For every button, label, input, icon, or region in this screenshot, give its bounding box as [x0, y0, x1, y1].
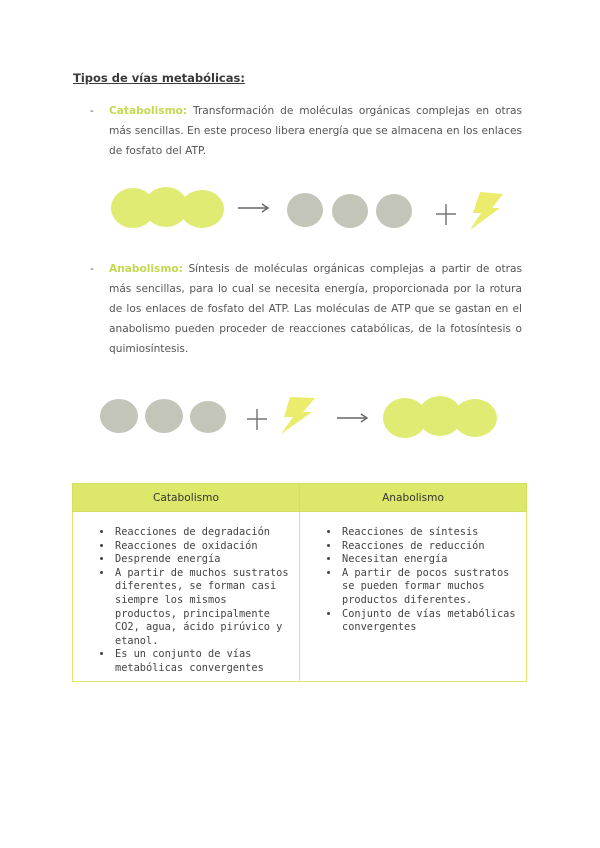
catabolismo-list [87, 526, 291, 676]
reaction-arrow [238, 204, 268, 212]
plus-sign [436, 204, 456, 225]
list-item: • Es un conjunto de vías metabólicas convergentes [113, 648, 291, 675]
comparison-table [72, 483, 527, 682]
list-dash: - [90, 263, 94, 275]
complex-molecule [383, 396, 497, 438]
complex-molecule [111, 187, 224, 228]
catabolism-diagram [0, 180, 600, 242]
page-title: Tipos de vías metabólicas: [73, 71, 245, 85]
catabolismo-term: Catabolismo: [109, 105, 188, 117]
simple-molecules [100, 399, 226, 433]
reaction-arrow [337, 414, 367, 422]
list-item: • Reacciones de reducción [340, 540, 518, 554]
anabolismo-item [90, 259, 522, 359]
list-item: • Desprende energía [113, 553, 291, 567]
list-item: • Reacciones de síntesis [340, 526, 518, 540]
anabolismo-cell [300, 512, 527, 682]
simple-molecules [287, 193, 412, 228]
energy-bolt-icon [281, 397, 315, 434]
anabolismo-definition: Síntesis de moléculas orgánicas complejas a partir de otras más sencillas, para lo cual se necesita energía, proporcionada por la rotura de los enlaces de fosfato del ATP. Las moléculas de ATP que se gastan en el anabolismo pueden proceder de reacciones catabólicas, de la fotosíntesis o quimiosíntesis. [109, 263, 522, 355]
list-dash: - [90, 105, 94, 117]
catabolismo-item [90, 101, 522, 161]
list-item: • Reacciones de oxidación [113, 540, 291, 554]
catabolismo-definition: Transformación de moléculas orgánicas complejas en otras más sencillas. En este proceso libera energía que se almacena en los enlaces de fosfato del ATP. [109, 105, 522, 157]
energy-bolt-icon [470, 192, 503, 230]
list-item: • Reacciones de degradación [113, 526, 291, 540]
list-item: • Necesitan energía [340, 553, 518, 567]
anabolismo-term: Anabolismo: [109, 263, 183, 275]
anabolismo-list [314, 526, 518, 635]
list-item: • A partir de pocos sustratos se pueden formar muchos productos diferentes. [340, 567, 518, 608]
header-anabolismo: Anabolismo [300, 484, 527, 512]
anabolism-diagram [0, 388, 600, 450]
list-item: • A partir de muchos sustratos diferentes, se forman casi siempre los mismos productos, principalmente CO2, agua, ácido pirúvico y etanol. [113, 567, 291, 649]
plus-sign [247, 409, 267, 430]
list-item: • Conjunto de vías metabólicas convergentes [340, 608, 518, 635]
header-catabolismo: Catabolismo [73, 484, 300, 512]
catabolismo-cell [73, 512, 300, 682]
